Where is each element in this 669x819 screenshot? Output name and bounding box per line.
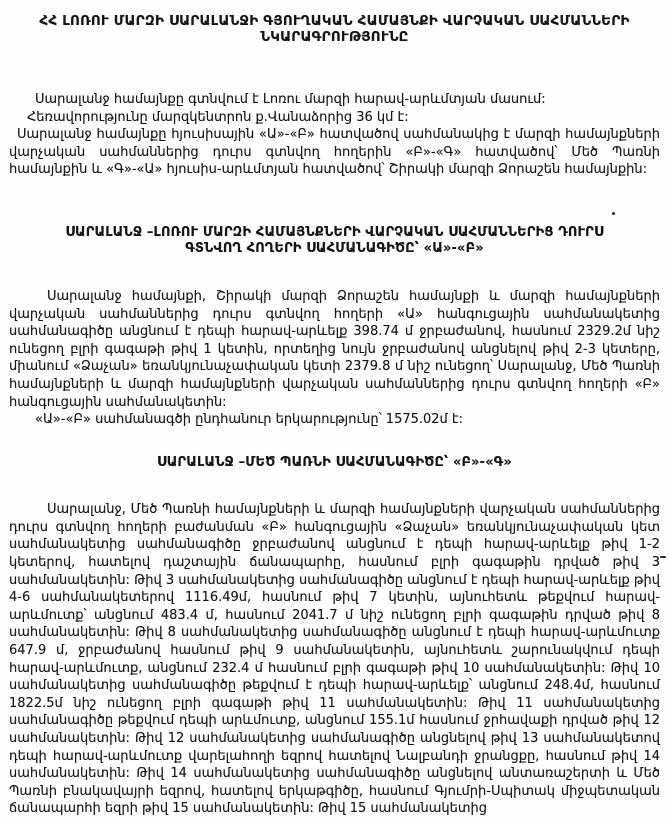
section-a-heading: ՍԱՐԱԼԱՆՋ –ԼՈՌՈՒ ՄԱՐԶԻ ՀԱՄԱՅՆՔՆԵՐԻ ՎԱՐՉԱԿԱՆ ՍԱՀՄԱՆՆԵՐԻՑ ԴՈՒՐՍ ԳՏՆՎՈՂ ՀՈՂԵՐԻ ՍԱՀՄԱՆԱԳԻԾԸ՝ «Ա»-«Բ» (65, 224, 604, 257)
scan-speck (612, 212, 615, 215)
section-a-length-note: «Ա»-«Բ» սահմանագծի ընդհանուր երկարությունը՝ 1575.02մ է: (35, 412, 464, 428)
intro-location-line: Սարալանջ համայնքը գտնվում է Լոռու մարզի հարավ-արևմտյան մասում: (35, 92, 546, 107)
section-a-body: Սարալանջ համայնքի, Շիրակի մարզի Ձորաշեն համայնքի և մարզի համայնքների վարչական սահմաններից դուրս գտնվող հողերի «Ա» հանգուցային սահմանակետից սահմանագիծը անցնում է դեպի հարավ-արևելք 398.74 մ ջրբաժանով, հասնում 2329.2մ նիշ ունեցող բլրի գագաթի թիվ 1 կետին, որտեղից նույն ջրբաժանով անցնելով թիվ 2-3 կետերը, միանում «Ձաչան» եռանկյունաչափական կետի 2379.8 մ նիշ ունեցող՝ Սարալանջ, Մեծ Պառնի համայնքների և մարզի համայնքների վարչական սահմաններից դուրս գտնվող հողերի «Բ» հանգուցային սահմանակետին: (9, 288, 660, 410)
intro-border-overview: Սարալանջ համայնքը հյուսիսային «Ա»-«Բ» հատվածով սահմանակից է մարզի համայնքների վարչական սահմաններից դուրս գտնվող հողերին «Բ»-«Գ» հատվածով՝ Մեծ Պառնի համայնքին և «Գ»-«Ա» հյուսիս-արևմտյան հատվածով՝ Շիրակի մարզի Ձորաշեն համայնքին: (9, 127, 660, 178)
section-b-body: Սարալանջ, Մեծ Պառնի համայնքների և մարզի համայնքների վարչական սահմաններից դուրս գտնվող հողերի բաժանման «Բ» հանգուցային «Ձաչան» եռանկյունաչափական կետ սահմանակետից սահմանագիծը ջրբաժանով անցնում է դեպի հարավ-արևելք թիվ 1-2 կետերով, հատելով դաշտային ճանապարհը, հասնում բլրի գագաթին դրված թիվ 3 սահմանակետին: Թիվ 3 սահմանակետից սահմանագիծը անցնում է դեպի հարավ-արևելք թիվ 4-6 սահմանակետերով 1116.49մ, հասնում թիվ 7 կետին, այնուհետև թեքվում հարավ-արևմուտք՝ անցնում 483.4 մ, հասնում 2041.7 մ նիշ ունեցող բլրի գագաթին դրված թիվ 8 սահմանակետին: Թիվ 8 սահմանակետից սահմանագիծը անցնում է դեպի հարավ-արևմուտք 647.9 մ, ջրբաժանով հասնում թիվ 9 սահմանակետին, այնուհետև շարունակվում դեպի հարավ-արևմուտք, անցնում 232.4 մ հասնում բլրի գագաթի թիվ 10 սահմանակետին: Թիվ 10 սահմանակետից սահմանագիծը թեքվում է դեպի հարավ-արևելք՝ անցնում 248.4մ, հասնում 1822.5մ նիշ ունեցող բլրի գագաթի թիվ 11 սահմանակետին: Թիվ 11 սահմանակետից սահմանագիծը թեքվում դեպի արևմուտք, անցնում 155.1մ հասնում ջրհավաքի դրված թիվ 12 սահմանակետին: Թիվ 12 սահմանակետից սահմանագիծը անցնելով թիվ 13 սահմանակետով դեպի հարավ-արևմուտք վարելահողի եզրով հատելով Նալբանդի ջրանցքը, հասնում թիվ 14 սահմանակետին: Թիվ 14 սահմանակետից սահմանագիծը անցնելով անտառաշերտի և Մեծ Պառնի բնակավայրի եզրով, հատելով երկաթգիծը, հասնում Գյումրի-Սպիտակ միջպետական ճանապարհի եզրի թիվ 15 սահմանակետին: Թիվ 15 սահմանակետից (9, 502, 660, 817)
intro-distance-line: Հեռավորությունը մարզկենտրոն ք.Վանաձորից 36 կմ է: (27, 109, 409, 125)
document-title: ՀՀ ԼՈՌՈՒ ՄԱՐԶԻ ՍԱՐԱԼԱՆՋԻ ԳՅՈՒՂԱԿԱՆ ՀԱՄԱՅՆՔԻ ՎԱՐՉԱԿԱՆ ՍԱՀՄԱՆՆԵՐԻ ՆԿԱՐԱԳՐՈՒԹՅՈՒՆԸ (39, 13, 630, 45)
section-b-heading: ՍԱՐԱԼԱՆՋ –ՄԵԾ ՊԱՌՆԻ ՍԱՀՄԱՆԱԳԻԾԸ՝ «Բ»-«Գ» (157, 454, 512, 470)
intro-section (9, 91, 660, 179)
scan-speck (660, 556, 666, 558)
